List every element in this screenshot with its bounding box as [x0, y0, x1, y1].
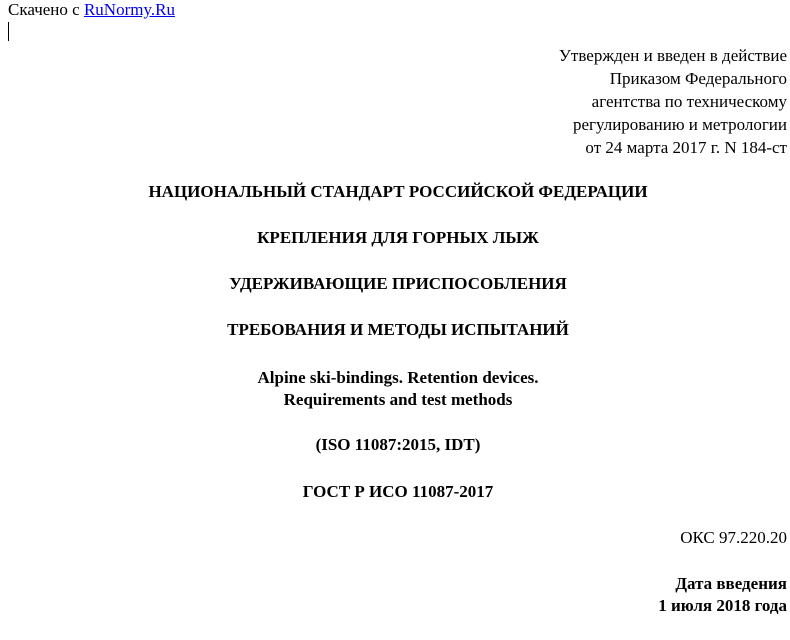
approval-block — [559, 44, 787, 159]
gost-number: ГОСТ Р ИСО 11087-2017 — [302, 482, 494, 501]
approval-line: Утвержден и введен в действие — [558, 46, 787, 65]
introduction-date-label: Дата введения — [675, 574, 787, 593]
download-source-prefix: Скачено с — [8, 0, 84, 19]
english-title — [0, 367, 790, 411]
approval-line: Приказом Федерального — [609, 69, 787, 88]
approval-line: от 24 марта 2017 г. N 184-ст — [585, 138, 787, 157]
download-source-line — [8, 0, 175, 20]
source-site-link[interactable]: RuNormy.Ru — [83, 0, 175, 19]
english-title-line: Requirements and test methods — [283, 390, 513, 409]
requirements-heading: ТРЕБОВАНИЯ И МЕТОДЫ ИСПЫТАНИЙ — [227, 320, 569, 339]
approval-line: агентства по техническому — [591, 92, 787, 111]
text-cursor — [8, 22, 9, 41]
introduction-date-value: 1 июля 2018 года — [658, 596, 787, 615]
introduction-date-block — [658, 573, 787, 617]
english-title-line: Alpine ski-bindings. Retention devices. — [257, 368, 539, 387]
iso-reference: (ISO 11087:2015, IDT) — [315, 435, 481, 454]
standard-subject-heading: КРЕПЛЕНИЯ ДЛЯ ГОРНЫХ ЛЫЖ — [257, 228, 539, 247]
approval-line: регулированию и метрологии — [572, 115, 787, 134]
oks-code: ОКС 97.220.20 — [680, 528, 787, 547]
standard-subtitle-heading: УДЕРЖИВАЮЩИЕ ПРИСПОСОБЛЕНИЯ — [229, 274, 567, 293]
national-standard-heading: НАЦИОНАЛЬНЫЙ СТАНДАРТ РОССИЙСКОЙ ФЕДЕРАЦИИ — [148, 182, 648, 201]
